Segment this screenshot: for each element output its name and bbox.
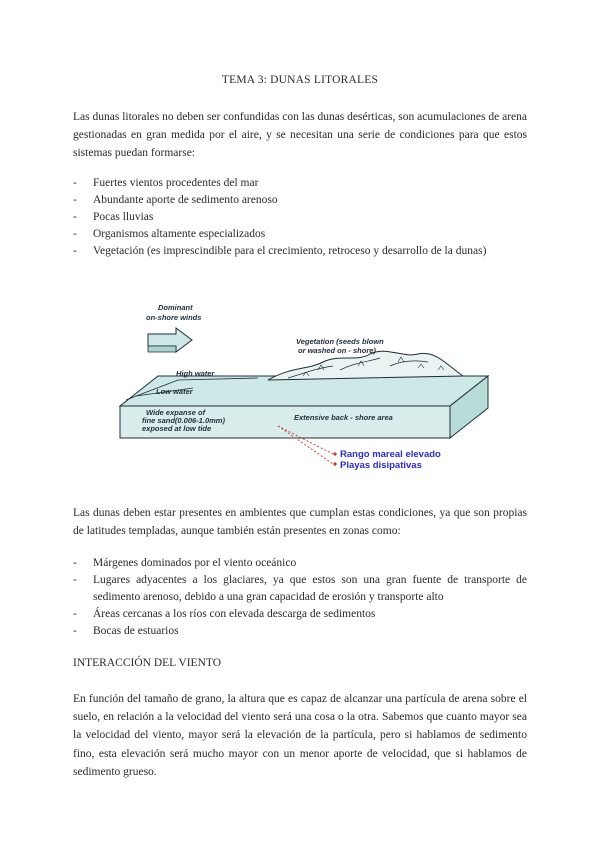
sand-label-1: Wide expanse of [146, 408, 206, 417]
vegetation-label-2: or washed on - shore) [298, 346, 376, 355]
environment-paragraph: Las dunas deben estar presentes en ambientes que cumplan estas condiciones, ya que son propias de latitudes templadas, aunque también están presentes en zonas como: [73, 507, 527, 538]
coastal-dune-diagram [118, 296, 492, 474]
list-item-text: Vegetación (es imprescindible para el crecimiento, retroceso y desarrollo de la dunas) [93, 245, 487, 257]
conditions-list [73, 175, 527, 260]
page-title: TEMA 3: DUNAS LITORALES [221, 74, 379, 86]
list-item-text: Fuertes vientos procedentes del mar [93, 177, 259, 189]
backshore-label: Extensive back - shore area [294, 413, 393, 422]
vegetation-label-1: Vegetation (seeds blown [296, 337, 384, 346]
list-item-text: Abundante aporte de sedimento arenoso [93, 194, 278, 206]
list-item-text: Pocas lluvias [93, 211, 154, 223]
list-item-text: Lugares adyacentes a los glaciares, ya que estos son una gran fuente de transporte de sedimento arenoso, debido a una gran capacidad de erosión y transporte alto [93, 574, 527, 603]
high-water-label: High water [176, 369, 215, 378]
list-item-text: Márgenes dominados por el viento oceánico [93, 557, 297, 569]
annotation-tidal-range: Rango mareal elevado [340, 449, 441, 460]
list-item-text: Organismos altamente especializados [93, 228, 266, 240]
list-item: - Abundante aporte de sedimento arenoso [73, 194, 278, 206]
list-item: - Lugares adyacentes a los glaciares, ya que estos son una gran fuente de transporte de sedimento arenoso, debido a una gran capacidad de erosión y transporte alto [73, 574, 527, 603]
wind-label-1: Dominant [158, 303, 193, 312]
list-item: - Vegetación (es imprescindible para el crecimiento, retroceso y desarrollo de la dunas) [73, 245, 487, 257]
zones-list [73, 555, 527, 640]
sand-label-2: fine sand(0.006-1.0mm) [142, 416, 225, 425]
wind-label-2: on-shore winds [146, 313, 202, 322]
annotation-dissipative-beaches: Playas disipativas [340, 460, 422, 471]
list-item-text: Bocas de estuarios [93, 625, 179, 637]
list-item: - Bocas de estuarios [73, 625, 179, 637]
intro-paragraph: Las dunas litorales no deben ser confundidas con las dunas desérticas, son acumulaciones de arena gestionadas en gran medida por el aire, y se necesitan una serie de condiciones para que estos sistemas puedan formarse: [73, 111, 527, 160]
sand-label-3: exposed at low tide [142, 424, 212, 433]
low-water-label: Low water [156, 387, 193, 396]
list-item: - Fuertes vientos procedentes del mar [73, 177, 259, 189]
list-item: - Pocas lluvias [73, 211, 154, 223]
list-item: - Organismos altamente especializados [73, 228, 266, 240]
wind-paragraph: En función del tamaño de grano, la altura que es capaz de alcanzar una partícula de arena sobre el suelo, en relación a la velocidad del viento será una cosa o la otra. Sabemos que cuanto mayor sea la velocidad del viento, mayor será la elevación de la partícula, pero si hablamos de sedimento fino, esta elevación será mucho mayor con un menor aporte de velocidad, que si hablamos de sedimento grueso. [73, 693, 527, 778]
list-item: - Márgenes dominados por el viento oceánico [73, 557, 297, 569]
section-heading: INTERACCIÓN DEL VIENTO [73, 657, 221, 669]
list-item: - Áreas cercanas a los ríos con elevada descarga de sedimentos [73, 608, 376, 620]
list-item-text: Áreas cercanas a los ríos con elevada descarga de sedimentos [93, 608, 376, 620]
